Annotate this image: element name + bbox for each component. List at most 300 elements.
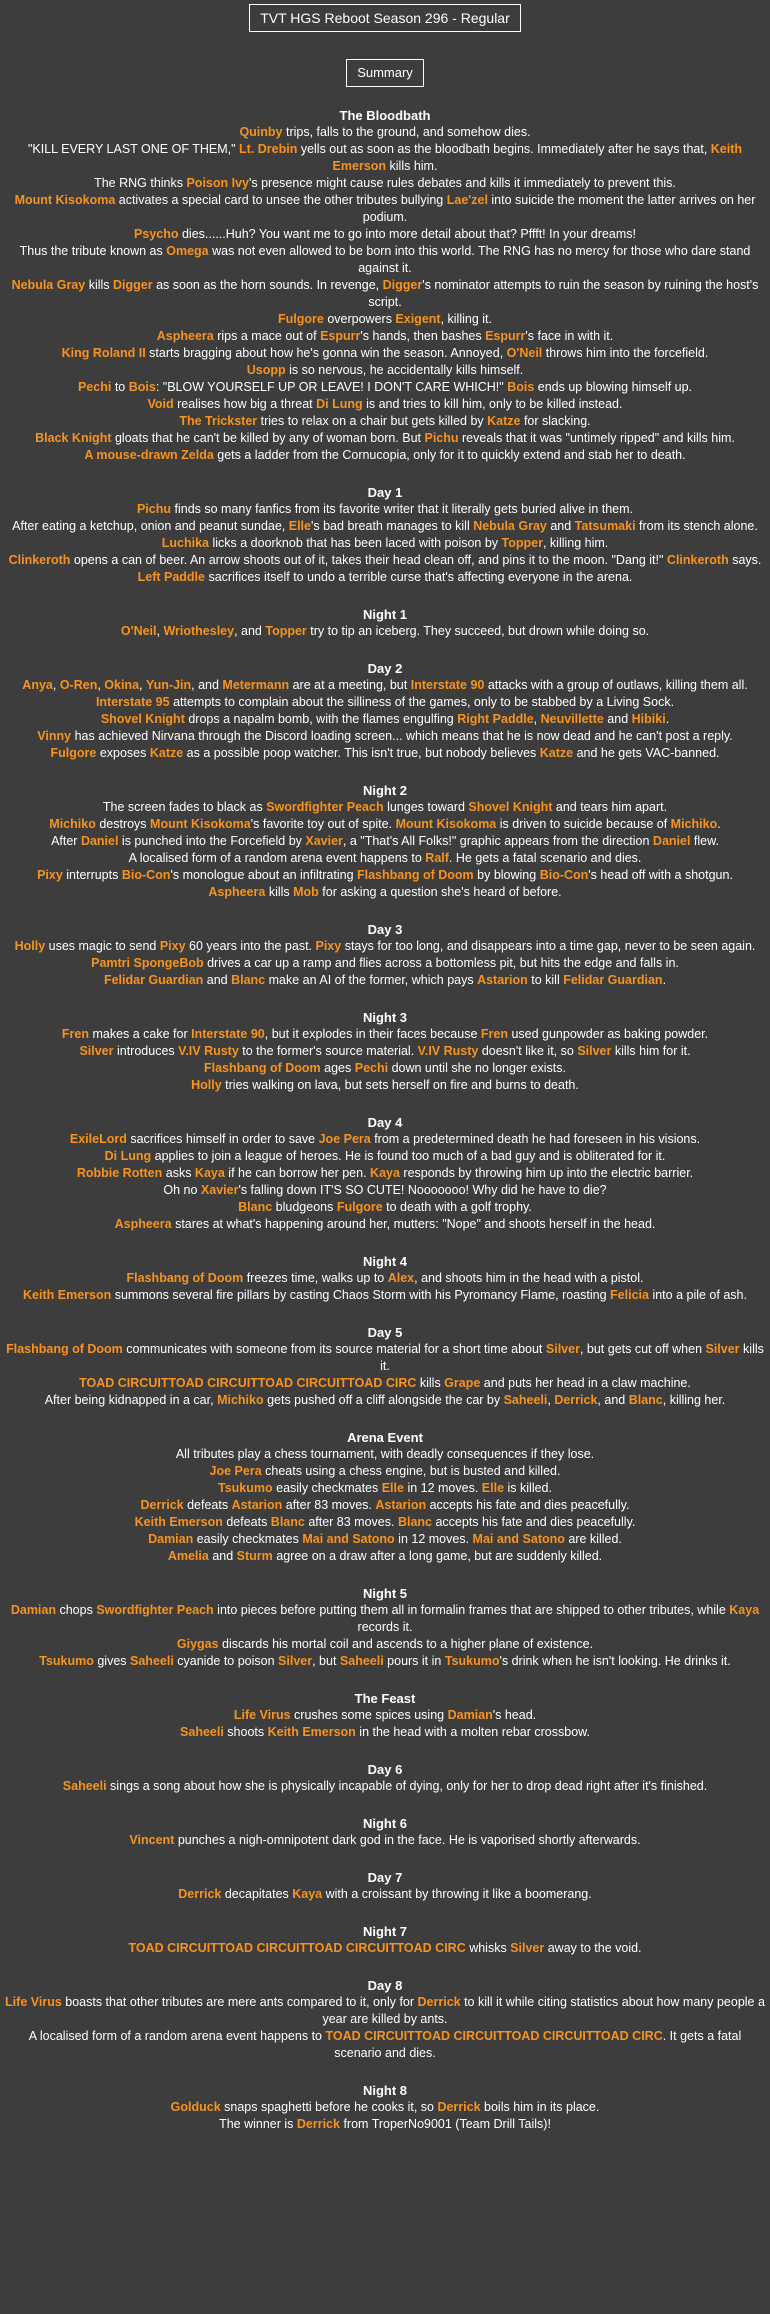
event-text: chops [56, 1603, 97, 1617]
section [4, 1690, 766, 1741]
event-text: Thus the tribute known as [19, 244, 167, 258]
event-line [4, 867, 766, 884]
tribute-name: Astarion [231, 1498, 283, 1512]
event-line [4, 694, 766, 711]
event-text: kills [85, 278, 113, 292]
tribute-name: Kaya [370, 1166, 400, 1180]
event-text: A localised form of a random arena event happens to [128, 851, 426, 865]
event-line [4, 1131, 766, 1148]
event-line [4, 226, 766, 243]
section [4, 606, 766, 640]
event-text: and tears him apart. [552, 800, 668, 814]
event-line [4, 884, 766, 901]
section-header: Night 4 [362, 1254, 408, 1269]
event-line [4, 277, 766, 311]
tribute-name: Silver [510, 1941, 545, 1955]
section-header: Day 2 [367, 661, 403, 676]
tribute-name: O-Ren [59, 678, 98, 692]
event-text: after 83 moves. [282, 1498, 376, 1512]
event-text: After eating a ketchup, onion and peanut sundae, [12, 519, 289, 533]
event-line [4, 833, 766, 850]
tribute-name: Blanc [270, 1515, 305, 1529]
event-text: kills it. [380, 1342, 764, 1373]
event-text: lunges toward [383, 800, 469, 814]
event-text: flew. [690, 834, 719, 848]
tribute-name: Derrick [554, 1393, 598, 1407]
tribute-name: Nebula Gray [11, 278, 86, 292]
tribute-name: Vinny [37, 729, 72, 743]
event-line [4, 1602, 766, 1636]
event-line [4, 1636, 766, 1653]
section [4, 782, 766, 901]
event-text: is so nervous, he accidentally kills himself. [285, 363, 524, 377]
tribute-name: Omega [166, 244, 209, 258]
event-line [4, 1182, 766, 1199]
event-line [4, 2099, 766, 2116]
tribute-name: Hibiki [631, 712, 666, 726]
section-header: Night 2 [362, 783, 408, 798]
tribute-name: Bois [507, 380, 535, 394]
event-text: Oh no [163, 1183, 201, 1197]
event-text: , and [597, 1393, 629, 1407]
tribute-name: Pixy [159, 939, 186, 953]
tribute-name: Pamtri SpongeBob [91, 956, 204, 970]
tribute-name: V.IV Rusty [178, 1044, 239, 1058]
event-text: reveals that it was "untimely ripped" and kills him. [458, 431, 735, 445]
event-line [4, 396, 766, 413]
section-header: Day 3 [367, 922, 403, 937]
tribute-name: Michiko [217, 1393, 264, 1407]
summary-area [0, 32, 770, 91]
event-line [4, 1341, 766, 1375]
tribute-name: Mob [293, 885, 319, 899]
tribute-name: Bio-Con [539, 868, 589, 882]
event-text: doesn't like it, so [478, 1044, 578, 1058]
event-text: makes a cake for [88, 1027, 192, 1041]
event-line [4, 677, 766, 694]
tribute-name: Derrick [437, 2100, 481, 2114]
tribute-name: Holly [191, 1078, 222, 1092]
event-line [4, 2116, 766, 2133]
tribute-name: Lt. Drebin [239, 142, 298, 156]
event-text: into a pile of ash. [648, 1288, 747, 1302]
event-text: uses magic to send [45, 939, 160, 953]
event-text: tries to relax on a chair but gets killed by [257, 414, 488, 428]
tribute-name: Damian [10, 1603, 56, 1617]
event-text: , killing her. [662, 1393, 726, 1407]
event-text: 60 years into the past. [185, 939, 316, 953]
event-text: was not even allowed to be born into this world. The RNG has no mercy for those who dare stand against it. [208, 244, 751, 275]
tribute-name: TOAD CIRCUITTOAD CIRCUITTOAD CIRCUITTOAD CIRC [325, 2029, 663, 2043]
tribute-name: O'Neil [506, 346, 543, 360]
tribute-name: Blanc [628, 1393, 663, 1407]
event-text: accepts his fate and dies peacefully. [426, 1498, 630, 1512]
tribute-name: Swordfighter Peach [266, 800, 384, 814]
event-text: , and [234, 624, 266, 638]
tribute-name: Clinkeroth [666, 553, 729, 567]
tribute-name: Psycho [134, 227, 179, 241]
section [4, 1429, 766, 1565]
tribute-name: Robbie Rotten [76, 1166, 163, 1180]
tribute-name: Grape [444, 1376, 481, 1390]
tribute-name: Luchika [161, 536, 209, 550]
event-text: , but gets cut off when [579, 1342, 706, 1356]
tribute-name: Usopp [246, 363, 286, 377]
event-line [4, 1724, 766, 1741]
event-text: easily checkmates [193, 1532, 303, 1546]
tribute-name: Right Paddle [457, 712, 534, 726]
event-text: . [665, 712, 670, 726]
event-text: throws him into the forcefield. [542, 346, 709, 360]
event-text: , a "That's All Folks!" graphic appears from the direction [342, 834, 653, 848]
event-text: drops a napalm bomb, with the flames engulfing [184, 712, 458, 726]
tribute-name: Swordfighter Peach [96, 1603, 214, 1617]
event-line [4, 1216, 766, 1233]
event-text: for asking a question she's heard of before. [318, 885, 562, 899]
tribute-name: Daniel [652, 834, 691, 848]
season-title: TVT HGS Reboot Season 296 - Regular [249, 4, 521, 32]
event-line [4, 1287, 766, 1304]
event-text: 's hands, then bashes [360, 329, 486, 343]
tribute-name: Xavier [305, 834, 343, 848]
tribute-name: TOAD CIRCUITTOAD CIRCUITTOAD CIRCUITTOAD CIRC [79, 1376, 417, 1390]
event-text: . He gets a fatal scenario and dies. [448, 851, 642, 865]
event-text: snaps spaghetti before he cooks it, so [220, 2100, 438, 2114]
event-text: discards his mortal coil and ascends to a higher plane of existence. [218, 1637, 594, 1651]
event-text: in 12 moves. [394, 1532, 473, 1546]
tribute-name: Espurr [320, 329, 361, 343]
section-header: Day 8 [367, 1978, 403, 1993]
event-line [4, 1514, 766, 1531]
tribute-name: Bio-Con [121, 868, 171, 882]
event-text: easily checkmates [272, 1481, 382, 1495]
event-text: used gunpowder as baking powder. [507, 1027, 709, 1041]
tribute-name: Aspheera [156, 329, 214, 343]
event-line [4, 328, 766, 345]
event-line [4, 569, 766, 586]
summary-button[interactable]: Summary [346, 59, 424, 87]
tribute-name: Ralf [425, 851, 449, 865]
event-text: 's bad breath manages to kill [311, 519, 474, 533]
event-text: has achieved Nirvana through the Discord loading screen... which means that he is now dead and he can't post a reply. [71, 729, 733, 743]
event-line [4, 1653, 766, 1670]
event-text: yells out as soon as the bloodbath begins. Immediately after he says that, [297, 142, 711, 156]
tribute-name: ExileLord [69, 1132, 127, 1146]
event-text: records it. [357, 1620, 413, 1634]
tribute-name: Kaya [292, 1887, 323, 1901]
event-text: opens a can of beer. An arrow shoots out of it, takes their head clean off, and pins it to the moon. "Dang it!" [70, 553, 667, 567]
tribute-name: Blanc [231, 973, 266, 987]
event-text: All tributes play a chess tournament, with deadly consequences if they lose. [175, 1447, 595, 1461]
tribute-name: Pixy [315, 939, 342, 953]
event-text: attempts to complain about the silliness of the games, only to be stabbed by a Living Sock. [169, 695, 675, 709]
tribute-name: Flashbang of Doom [6, 1342, 123, 1356]
tribute-name: Di Lung [104, 1149, 152, 1163]
event-text: , [156, 624, 164, 638]
section [4, 1009, 766, 1094]
tribute-name: Tsukumo [39, 1654, 94, 1668]
event-text: rips a mace out of [213, 329, 321, 343]
tribute-name: Life Virus [233, 1708, 291, 1722]
section-header: Day 1 [367, 485, 403, 500]
tribute-name: Interstate 90 [191, 1027, 265, 1041]
event-line [4, 192, 766, 226]
event-line [4, 1886, 766, 1903]
tribute-name: Black Knight [35, 431, 112, 445]
tribute-name: Saheeli [339, 1654, 384, 1668]
tribute-name: Wriothesley [163, 624, 235, 638]
tribute-name: Damian [148, 1532, 194, 1546]
event-text: licks a doorknob that has been laced with poison by [208, 536, 502, 550]
section [4, 1977, 766, 2062]
section [4, 484, 766, 586]
event-line [4, 816, 766, 833]
section-header: Night 3 [362, 1010, 408, 1025]
tribute-name: Tatsumaki [574, 519, 636, 533]
tribute-name: Keith Emerson [23, 1288, 112, 1302]
event-text: The RNG thinks [94, 176, 187, 190]
event-line [4, 1548, 766, 1565]
event-line [4, 1994, 766, 2028]
tribute-name: Flashbang of Doom [126, 1271, 244, 1285]
event-text: 's head. [492, 1708, 537, 1722]
event-text: , but [312, 1654, 340, 1668]
event-text: communicates with someone from its source material for a short time about [122, 1342, 546, 1356]
event-text: 's face in with it. [525, 329, 614, 343]
event-line [4, 1832, 766, 1849]
tribute-name: Tsukumo [444, 1654, 500, 1668]
event-text: are killed. [564, 1532, 622, 1546]
tribute-name: Life Virus [5, 1995, 62, 2009]
event-line [4, 518, 766, 535]
tribute-name: Mount Kisokoma [150, 817, 251, 831]
event-text: kills [416, 1376, 445, 1390]
section [4, 1815, 766, 1849]
tribute-name: Saheeli [180, 1725, 224, 1739]
event-line [4, 501, 766, 518]
tribute-name: Pechi [354, 1061, 389, 1075]
tribute-name: Mai and Satono [302, 1532, 395, 1546]
event-text: down until she no longer exists. [388, 1061, 566, 1075]
event-line [4, 728, 766, 745]
tribute-name: Silver [278, 1654, 313, 1668]
event-text: is and tries to kill him, only to be killed instead. [362, 397, 623, 411]
event-text: freezes time, walks up to [243, 1271, 388, 1285]
event-text: , [139, 678, 146, 692]
event-line [4, 175, 766, 192]
event-line [4, 430, 766, 447]
event-line [4, 1165, 766, 1182]
event-text: 's monologue about an infiltrating [170, 868, 357, 882]
tribute-name: Poison Ivy [186, 176, 249, 190]
tribute-name: Amelia [167, 1549, 209, 1563]
event-text: 's drink when he isn't looking. He drinks it. [499, 1654, 731, 1668]
event-text: The winner is [219, 2117, 297, 2131]
tribute-name: Blanc [397, 1515, 432, 1529]
tribute-name: Felicia [610, 1288, 649, 1302]
event-line [4, 1392, 766, 1409]
event-text: asks [162, 1166, 195, 1180]
event-text: cyanide to poison [173, 1654, 279, 1668]
event-line [4, 972, 766, 989]
event-line [4, 345, 766, 362]
event-line [4, 711, 766, 728]
event-text: summons several fire pillars by casting Chaos Storm with his Pyromancy Flame, roasting [111, 1288, 611, 1302]
tribute-name: Mount Kisokoma [395, 817, 497, 831]
event-text: interrupts [62, 868, 122, 882]
tribute-name: Mai and Satono [472, 1532, 565, 1546]
tribute-name: Aspheera [208, 885, 266, 899]
event-text: boils him in its place. [480, 2100, 600, 2114]
section-header: The Bloodbath [339, 108, 431, 123]
section [4, 921, 766, 989]
section-header: Day 4 [367, 1115, 403, 1130]
event-text: is driven to suicide because of [496, 817, 671, 831]
tribute-name: Saheeli [503, 1393, 548, 1407]
event-line [4, 1778, 766, 1795]
event-text: , [52, 678, 60, 692]
event-text: into pieces before putting them all in formalin frames that are shipped to other tributes, while [213, 1603, 730, 1617]
tribute-name: Shovel Knight [100, 712, 185, 726]
tribute-name: Golduck [170, 2100, 221, 2114]
tribute-name: Topper [501, 536, 543, 550]
section-header: Night 1 [362, 607, 408, 622]
section [4, 1585, 766, 1670]
event-text: defeats [183, 1498, 232, 1512]
tribute-name: Fulgore [278, 312, 324, 326]
event-text: from a predetermined death he had foreseen in his visions. [370, 1132, 701, 1146]
tribute-name: Giygas [176, 1637, 219, 1651]
tribute-name: Elle [381, 1481, 404, 1495]
event-text: punches a nigh-omnipotent dark god in the face. He is vaporised shortly afterwards. [174, 1833, 641, 1847]
tribute-name: Fulgore [50, 746, 97, 760]
event-text: defeats [222, 1515, 271, 1529]
tribute-name: Bois [128, 380, 156, 394]
event-text: applies to join a league of heroes. He is found too much of a bad guy and is obliterated for it. [151, 1149, 666, 1163]
event-text: 's favorite toy out of spite. [250, 817, 396, 831]
event-line [4, 311, 766, 328]
tribute-name: Felidar Guardian [103, 973, 204, 987]
event-text: shoots [223, 1725, 268, 1739]
section-header: Night 5 [362, 1586, 408, 1601]
event-line [4, 1707, 766, 1724]
tribute-name: Vincent [129, 1833, 175, 1847]
event-text: dies......Huh? You want me to go into more detail about that? Pffft! In your dreams! [178, 227, 636, 241]
event-line [4, 938, 766, 955]
tribute-name: Sturm [236, 1549, 273, 1563]
tribute-name: Holly [14, 939, 46, 953]
event-line [4, 243, 766, 277]
tribute-name: Silver [577, 1044, 612, 1058]
event-text: A localised form of a random arena event happens to [28, 2029, 326, 2043]
event-text: 's head off with a shotgun. [588, 868, 733, 882]
tribute-name: Kaya [729, 1603, 760, 1617]
tribute-name: V.IV Rusty [417, 1044, 479, 1058]
section [4, 660, 766, 762]
event-text: exposes [96, 746, 150, 760]
event-text: drives a car up a ramp and flies across a bottomless pit, but hits the edge and falls in. [203, 956, 679, 970]
event-text: if he can borrow her pen. [224, 1166, 371, 1180]
tribute-name: Joe Pera [318, 1132, 371, 1146]
event-text: agree on a draw after a long game, but are suddenly killed. [272, 1549, 603, 1563]
event-line [4, 1026, 766, 1043]
tribute-name: Derrick [178, 1887, 222, 1901]
tribute-name: Flashbang of Doom [357, 868, 474, 882]
event-text: , and [191, 678, 223, 692]
event-line [4, 141, 766, 175]
tribute-name: Tsukumo [218, 1481, 273, 1495]
tribute-name: Michiko [670, 817, 718, 831]
tribute-name: Fren [61, 1027, 89, 1041]
tribute-name: Kaya [194, 1166, 225, 1180]
section [4, 1253, 766, 1304]
tribute-name: O'Neil [120, 624, 157, 638]
event-line [4, 1463, 766, 1480]
section-header: Night 6 [362, 1816, 408, 1831]
event-text: bludgeons [272, 1200, 337, 1214]
event-line [4, 1270, 766, 1287]
event-line [4, 1531, 766, 1548]
event-text: cheats using a chess engine, but is busted and killed. [261, 1464, 561, 1478]
event-text: "KILL EVERY LAST ONE OF THEM," [27, 142, 239, 156]
event-line [4, 745, 766, 762]
tribute-name: Pixy [37, 868, 63, 882]
tribute-name: Keith Emerson [267, 1725, 356, 1739]
event-text: responds by throwing him up into the electric barrier. [399, 1166, 694, 1180]
event-text: 's nominator attempts to ruin the season by ruining the host's script. [368, 278, 759, 309]
event-text: to death with a golf trophy. [382, 1200, 532, 1214]
event-text: sings a song about how she is physically incapable of dying, only for her to drop dead right after it's finished. [106, 1779, 708, 1793]
tribute-name: Michiko [49, 817, 96, 831]
event-line [4, 1148, 766, 1165]
tribute-name: Lae'zel [446, 193, 488, 207]
event-text: to the former's source material. [238, 1044, 418, 1058]
event-line [4, 955, 766, 972]
sections [0, 107, 770, 2133]
event-line [4, 1446, 766, 1463]
event-text: . [662, 973, 667, 987]
event-line [4, 1043, 766, 1060]
event-line [4, 1060, 766, 1077]
event-text: , but it explodes in their faces because [264, 1027, 481, 1041]
event-text: in 12 moves. [403, 1481, 482, 1495]
event-text: stares at what's happening around her, mutters: "Nope" and shoots herself in the head. [171, 1217, 656, 1231]
tribute-name: King Roland II [61, 346, 146, 360]
event-text: attacks with a group of outlaws, killing them all. [484, 678, 748, 692]
event-text: The screen fades to black as [102, 800, 267, 814]
event-text: to [111, 380, 129, 394]
tribute-name: Saheeli [130, 1654, 174, 1668]
event-line [4, 124, 766, 141]
tribute-name: Exigent [395, 312, 441, 326]
event-text: , [533, 712, 541, 726]
tribute-name: Flashbang of Doom [204, 1061, 321, 1075]
event-line [4, 799, 766, 816]
event-text: 's presence might cause rules debates and kills it immediately to prevent this. [249, 176, 676, 190]
tribute-name: Joe Pera [209, 1464, 262, 1478]
tribute-name: Damian [447, 1708, 493, 1722]
event-text: and he gets VAC-banned. [573, 746, 720, 760]
tribute-name: Interstate 95 [95, 695, 170, 709]
event-text: sacrifices himself in order to save [126, 1132, 319, 1146]
event-text: from TroperNo9001 (Team Drill Tails)! [339, 2117, 551, 2131]
tribute-name: Keith Emerson [134, 1515, 223, 1529]
event-text: kills him. [386, 159, 438, 173]
event-text: away to the void. [544, 1941, 642, 1955]
event-text: , [547, 1393, 555, 1407]
tribute-name: Derrick [417, 1995, 461, 2009]
event-text: decapitates [221, 1887, 293, 1901]
